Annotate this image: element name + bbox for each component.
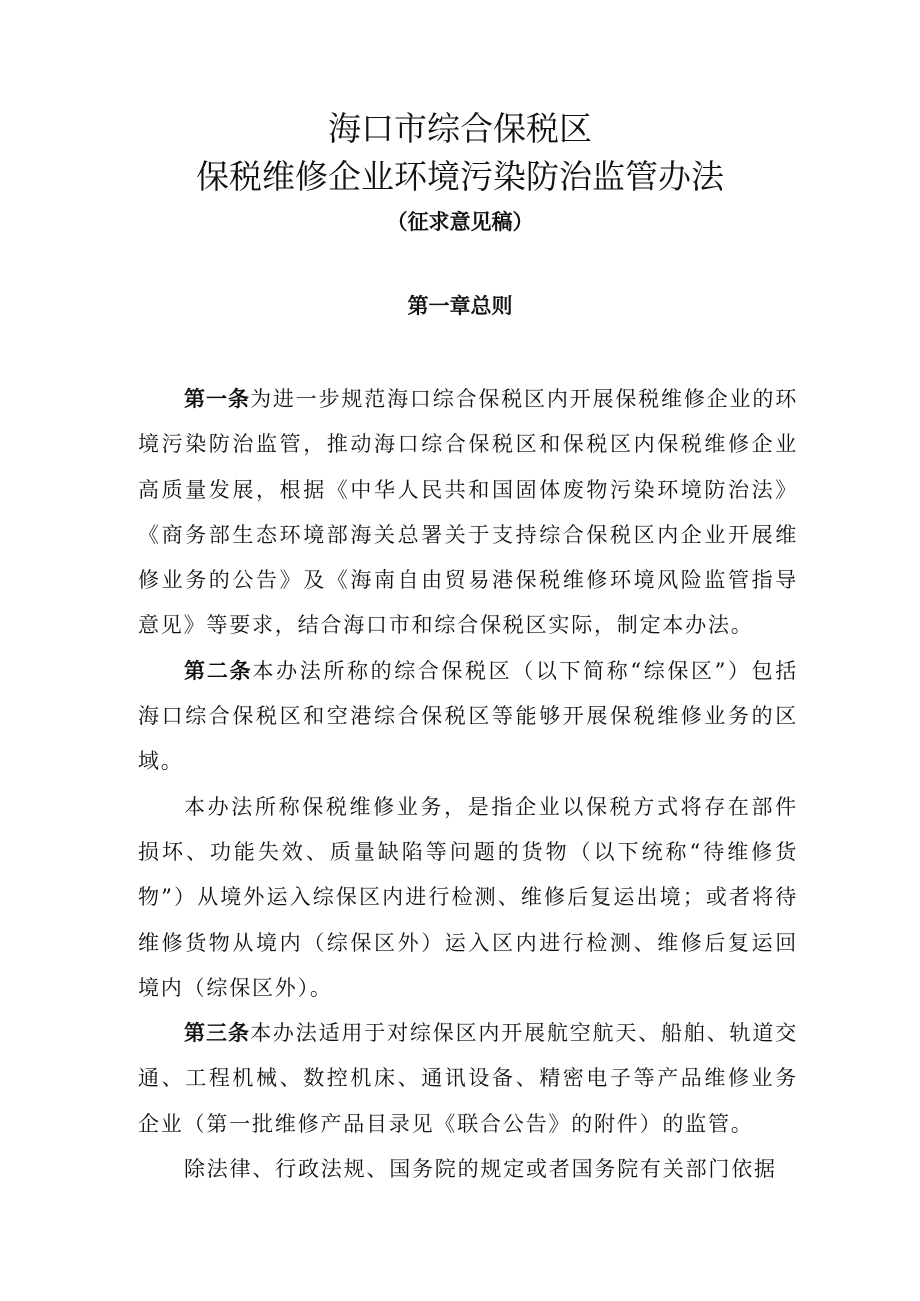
document-title-line1: 海口市综合保税区 xyxy=(328,109,592,148)
article-1-text: 为进一步规范海口综合保税区内开展保税维修企业的环境污染防治监管，推动海口综合保税区和保税区内保税维修企业高质量发展，根据《中华人民共和国固体废物污染环境防治法》《商务部生态环境部海关总署关于支持综合保税区内企业开展维修业务的公告》及《海南自由贸易港保税维修环境风险监管指导意见》等要求，结合海口市和综合保税区实际，制定本办法。 xyxy=(138,387,798,638)
article-3-paragraph xyxy=(138,1011,798,1147)
article-3-continuation-paragraph xyxy=(138,1147,798,1192)
article-2-continuation-paragraph xyxy=(138,785,798,1011)
article-1-label: 第一条 xyxy=(184,387,251,411)
document-subtitle: （征求意见稿） xyxy=(386,209,534,234)
article-3-continuation-text: 除法律、行政法规、国务院的规定或者国务院有关部门依据 xyxy=(184,1157,777,1182)
document-body xyxy=(138,377,798,1192)
article-3-label: 第三条 xyxy=(184,1021,251,1046)
article-2-text: 本办法所称的综合保税区（以下简称“综保区”）包括海口综合保税区和空港综合保税区等能够开展保税维修业务的区域。 xyxy=(138,658,799,774)
article-2-paragraph xyxy=(138,649,798,785)
article-2-continuation-text: 本办法所称保税维修业务，是指企业以保税方式将存在部件损坏、功能失效、质量缺陷等问题的货物（以下统称“待维修货物”）从境外运入综保区内进行检测、维修后复运出境；或者将待维修货物从境内（综保区外）运入区内进行检测、维修后复运回境内（综保区外）。 xyxy=(138,794,798,1000)
chapter-heading: 第一章总则 xyxy=(407,294,513,318)
document-title-line2: 保税维修企业环境污染防治监管办法 xyxy=(196,157,724,196)
article-2-label: 第二条 xyxy=(184,658,253,683)
article-3-text: 本办法适用于对综保区内开展航空航天、船舶、轨道交通、工程机械、数控机床、通讯设备、精密电子等产品维修业务企业（第一批维修产品目录见《联合公告》的附件）的监管。 xyxy=(138,1021,798,1136)
article-1-paragraph xyxy=(138,377,798,649)
